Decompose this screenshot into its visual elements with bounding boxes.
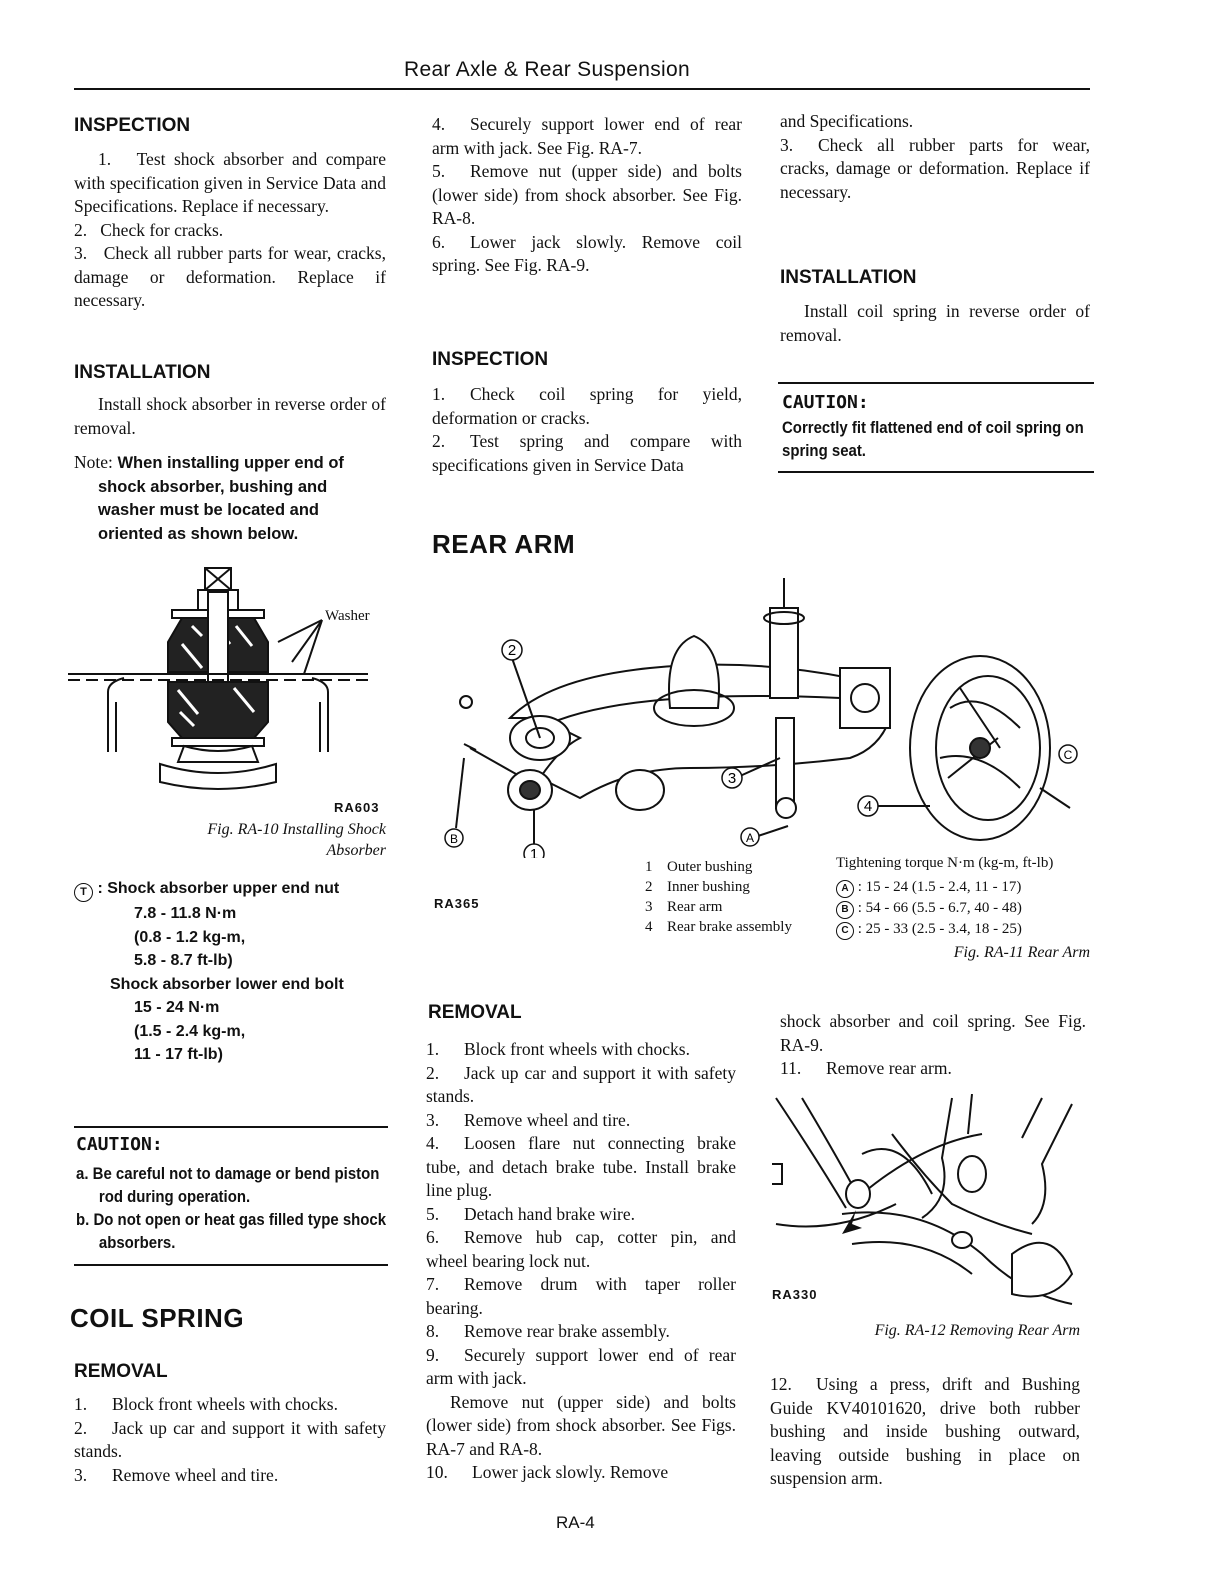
right-top-text [780,110,1090,204]
caution-top-rule-right [778,382,1094,384]
list-item: 4. Loosen flare nut connecting brake tube, and detach brake tube. Install brake line plug. [426,1133,736,1200]
figure-code-ra365: RA365 [434,896,480,911]
legend-item: 4 Rear brake assembly [645,919,792,935]
removal-heading-left: REMOVAL [74,1361,168,1382]
list-item: 2. Jack up car and support it with safety stands. [74,1417,386,1461]
installation-note: Note: When installing upper end of shock absorber, bushing and washer must be located and oriented as shown below. [74,452,344,543]
torque-title: Tightening torque N·m (kg-m, ft-lb) [836,855,1054,871]
legend-item: 2 Inner bushing [645,879,750,895]
removal-right [780,1010,1086,1081]
list-item: 1. Block front wheels with chocks. [426,1039,690,1059]
legend-item: 3 Rear arm [645,899,723,915]
removal-heading: REMOVAL [428,1002,522,1023]
caution-body: a. Be careful not to damage or bend piston rod during operation. b. Do not open or heat gas filled type shock absorbers. [76,1164,387,1252]
callout-B-label: B [449,832,459,846]
torque-row: A : 15 - 24 (1.5 - 2.4, 11 - 17) [836,877,1092,898]
item-12 [770,1373,1080,1491]
middle-inspection-list [432,383,742,477]
rear-arm-heading: REAR ARM [432,529,576,559]
middle-list [432,113,742,278]
list-item: 5. Detach hand brake wire. [426,1203,636,1224]
caution-bottom-rule-right [778,471,1094,473]
list-item: 7. Remove drum with taper roller bearing. [426,1274,736,1318]
callout-3 [722,768,742,788]
page-number: RA-4 [556,1513,595,1532]
figure-caption-ra11: Fig. RA-11 Rear Arm [953,944,1090,961]
callout-4 [858,796,878,816]
torque-row: C : 25 - 33 (2.5 - 3.4, 18 - 25) [836,919,1092,940]
removal-list [426,1038,736,1485]
list-item: 1. Check coil spring for yield, deformation or cracks. [432,384,742,428]
figure-caption-ra12: Fig. RA-12 Removing Rear Arm [874,1322,1080,1339]
page-header: Rear Axle & Rear Suspension [404,58,690,81]
callout-A [741,828,759,846]
figure-code-ra330: RA330 [772,1287,818,1302]
torque-row: B : 54 - 66 (5.5 - 6.7, 40 - 48) [836,898,1092,919]
continued-text: and Specifications. [780,111,914,131]
inspection-heading-middle: INSPECTION [432,349,549,370]
torque-icon: T [74,883,93,902]
caution-body-right: Correctly fit flattened end of coil spring on spring seat. [782,418,1084,460]
figure-code: RA603 [334,800,380,815]
caution-top-rule [74,1126,388,1128]
coil-removal-list [74,1393,386,1487]
rear-arm-illustration [440,578,1090,858]
list-item: 6. Lower jack slowly. Remove coil spring. See Fig. RA-9. [432,231,742,275]
list-item: 3. Check all rubber parts for wear, cracks, damage or deformation. Replace if necessary. [74,243,386,310]
list-item: 2. Jack up car and support it with safety stands. [426,1062,736,1106]
list-item: 3. Remove wheel and tire. [426,1109,631,1130]
removing-rear-arm-photo [772,1094,1088,1314]
list-item: 11. Remove rear arm. [780,1058,952,1078]
callout-2-label: 2 [507,642,517,659]
list-item: 12. Using a press, drift and Bushing Guide KV40101620, drive both rubber bushing and inside bushing outward, leaving outside bushing in place on suspension arm. [770,1374,1080,1488]
list-item: 8. Remove rear brake assembly. [426,1321,670,1341]
shock-absorber-illustration [64,562,394,797]
callout-1 [524,844,544,858]
callout-C [1059,745,1077,763]
figure-legend [645,857,825,937]
list-item: 5. Remove nut (upper side) and bolts (lower side) from shock absorber. See Fig. RA-8. [432,161,742,228]
installation-text-right: Install coil spring in reverse order of removal. [780,301,1090,345]
callout-C-label: C [1063,748,1073,762]
coil-spring-heading: COIL SPRING [70,1303,245,1333]
installation-text: Install shock absorber in reverse order of removal. [74,394,386,438]
list-item: 9. Securely support lower end of rear arm with jack. [426,1344,736,1388]
label-washer: Washer [325,608,370,624]
header-rule [74,88,1090,90]
list-item: 6. Remove hub cap, cotter pin, and wheel bearing lock nut. [426,1227,736,1271]
list-item: 3. Check all rubber parts for wear, cracks, damage or deformation. Replace if necessary. [780,134,1090,202]
list-item: 10. Lower jack slowly. Remove [426,1462,669,1482]
caution-title-right: CAUTION: [782,392,869,413]
caution-bottom-rule [74,1264,388,1266]
torque-table [836,853,1092,940]
legend-item: 1 Outer bushing [645,859,753,875]
caution-title: CAUTION: [76,1134,163,1155]
installation-heading: INSTALLATION [74,362,211,383]
callout-4-label: 4 [863,798,873,815]
removal-para: Remove nut (upper side) and bolts (lower side) from shock absorber. See Figs. RA-7 and RA-8. [426,1391,736,1459]
list-item: 2. Test spring and compare with specifications given in Service Data [432,431,742,475]
figure-caption: Fig. RA-10 Installing Shock Absorber [207,821,386,859]
list-item: 4. Securely support lower end of rear arm with jack. See Fig. RA-7. [432,114,742,158]
inspection-list [74,148,386,313]
list-item: 3. Remove wheel and tire. [74,1464,279,1485]
callout-B [445,829,463,847]
list-item: 2. Check for cracks. [74,219,224,240]
torque-spec: T : Shock absorber upper end nut 7.8 - 11.8 N·m (0.8 - 1.2 kg-m, 5.8 - 8.7 ft-lb) Shock absorber lower end bolt 15 - 24 N·m (1.5 - 2.4 kg-m, 11 - 17 ft-lb) [74,877,394,1067]
callout-3-label: 3 [727,770,737,787]
list-item: 1. Test shock absorber and compare with specification given in Service Data and Specifications. Replace if necessary. [74,149,387,216]
callout-A-label: A [745,831,755,845]
inspection-heading: INSPECTION [74,115,191,136]
list-item: 1. Block front wheels with chocks. [74,1394,338,1414]
callout-2 [502,640,522,660]
callout-1-label: 1 [529,846,539,858]
installation-heading-right: INSTALLATION [780,267,917,288]
continued-text: shock absorber and coil spring. See Fig. RA-9. [780,1011,1086,1055]
